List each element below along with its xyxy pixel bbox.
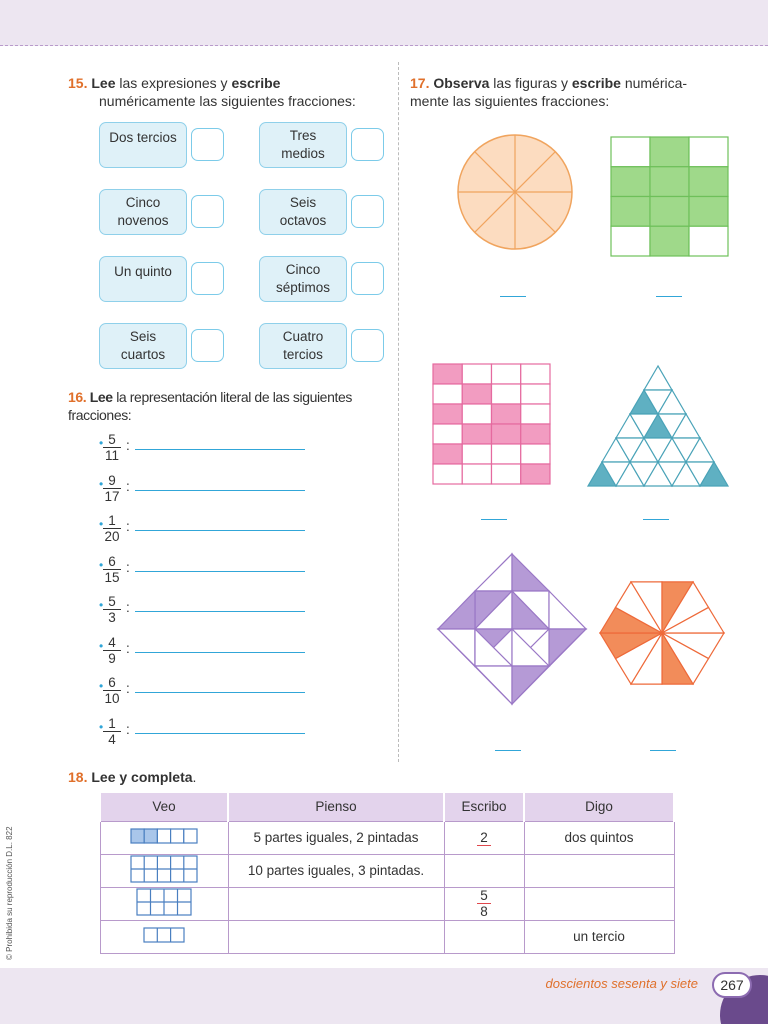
veo-bar-thirds	[100, 920, 228, 953]
grid-cell	[433, 424, 462, 444]
escribo-cell[interactable]: $\frac{5}{8}$	[444, 887, 524, 920]
grid-cell	[521, 464, 550, 484]
digo-cell[interactable]: un tercio	[524, 920, 674, 953]
header-escribo: Escribo	[444, 792, 524, 821]
numerator: 4	[103, 635, 121, 651]
fraction	[103, 675, 121, 706]
grid-cell	[521, 444, 550, 464]
copyright-note: © Prohibida su reproducción D.L. 822	[5, 826, 14, 960]
denominator: 9	[108, 651, 116, 666]
table-row	[100, 821, 674, 854]
fig2-answer-line[interactable]	[656, 296, 682, 297]
pienso-cell[interactable]	[228, 920, 444, 953]
ex15-item-8: Cuatro tercios	[259, 323, 347, 369]
colon: :	[126, 641, 130, 656]
grid-cell	[492, 364, 521, 384]
grid-cell	[462, 364, 491, 384]
answer-line[interactable]	[135, 530, 305, 531]
figure-circle-eighths	[456, 133, 574, 251]
ex16-fraction-item	[99, 554, 309, 584]
pienso-cell[interactable]	[228, 887, 444, 920]
answer-line[interactable]	[135, 692, 305, 693]
header-digo: Digo	[524, 792, 674, 821]
ex16-fraction-item	[99, 675, 309, 705]
ex18-table	[99, 791, 675, 954]
ex17-title: 17. Observa las figuras y escribe numérica- mente las siguientes fracciones:	[410, 75, 688, 109]
colon: :	[126, 438, 130, 453]
numerator: 6	[103, 554, 121, 570]
ex15-answer-box-6[interactable]	[351, 262, 384, 295]
grid-cell	[433, 464, 462, 484]
denominator: 4	[108, 732, 116, 747]
fraction	[103, 554, 121, 585]
colon: :	[126, 479, 130, 494]
fraction	[103, 716, 121, 747]
grid-cell	[492, 384, 521, 404]
denominator: 10	[104, 691, 120, 706]
grid-cell	[492, 444, 521, 464]
ex16-title: 16. Lee la representación literal de las siguientes fracciones:	[68, 389, 352, 423]
veo-grid-eighths	[100, 887, 228, 920]
bullet: •	[99, 517, 104, 531]
escribo-cell[interactable]	[444, 920, 524, 953]
grid-cell	[462, 384, 491, 404]
grid-cell	[433, 444, 462, 464]
bullet: •	[99, 679, 104, 693]
ex15-answer-box-8[interactable]	[351, 329, 384, 362]
veo-grid-tenths	[100, 854, 228, 887]
denominator: 15	[104, 570, 120, 585]
denominator: 11	[104, 448, 119, 463]
fig5-answer-line[interactable]	[495, 750, 521, 751]
grid-cell	[521, 364, 550, 384]
fraction	[103, 594, 121, 625]
veo-bar-fifths	[100, 821, 228, 854]
ex15-item-4: Seis octavos	[259, 189, 347, 235]
grid-cell	[433, 404, 462, 424]
numerator: 5	[103, 594, 121, 610]
denominator: 3	[108, 610, 116, 625]
ex15-item-1: Dos tercios	[99, 122, 187, 168]
digo-cell[interactable]	[524, 854, 674, 887]
figure-green-grid	[611, 137, 728, 256]
ex16-fraction-item	[99, 513, 309, 543]
ex15-item-6: Cinco séptimos	[259, 256, 347, 302]
grid-cell	[433, 384, 462, 404]
bullet: •	[99, 558, 104, 572]
grid-cell	[521, 424, 550, 444]
answer-line[interactable]	[135, 571, 305, 572]
fig3-answer-line[interactable]	[481, 519, 507, 520]
header-pienso: Pienso	[228, 792, 444, 821]
colon: :	[126, 722, 130, 737]
header-veo: Veo	[100, 792, 228, 821]
column-divider	[398, 62, 399, 762]
answer-line[interactable]	[135, 652, 305, 653]
page-number: 267	[712, 972, 752, 998]
grid-cell	[521, 384, 550, 404]
colon: :	[126, 600, 130, 615]
triangle-piece	[644, 366, 672, 390]
ex15-item-3: Cinco novenos	[99, 189, 187, 235]
bullet: •	[99, 598, 104, 612]
ex15-item-5: Un quinto	[99, 256, 187, 302]
ex15-answer-box-1[interactable]	[191, 128, 224, 161]
figure-triangle	[588, 366, 728, 486]
denominator: 17	[104, 489, 120, 504]
ex15-answer-box-5[interactable]	[191, 262, 224, 295]
escribo-cell[interactable]: 2	[444, 821, 524, 854]
fraction	[103, 473, 121, 504]
grid-cell	[492, 424, 521, 444]
numerator: 6	[103, 675, 121, 691]
numerator: 1	[103, 513, 121, 529]
grid-cell	[521, 404, 550, 424]
fraction	[103, 432, 121, 463]
ex15-answer-box-2[interactable]	[351, 128, 384, 161]
table-row	[100, 920, 674, 953]
denominator: 20	[104, 529, 120, 544]
fig1-answer-line[interactable]	[500, 296, 526, 297]
grid-cell	[462, 404, 491, 424]
ex15-answer-box-7[interactable]	[191, 329, 224, 362]
escribo-cell[interactable]	[444, 854, 524, 887]
bullet: •	[99, 720, 104, 734]
ex15-title: 15. Lee las expresiones y escribe numéricamente las siguientes fracciones:	[68, 75, 356, 109]
bullet: •	[99, 477, 104, 491]
ex15-answer-box-4[interactable]	[351, 195, 384, 228]
digo-cell[interactable]	[524, 887, 674, 920]
fraction	[103, 513, 121, 544]
answer-line[interactable]	[135, 611, 305, 612]
figure-hexagon	[597, 574, 727, 692]
pienso-cell[interactable]: 10 partes iguales, 3 pintadas.	[228, 854, 444, 887]
colon: :	[126, 560, 130, 575]
page-number-words: doscientos sesenta y siete	[545, 976, 698, 991]
ex15-item-2: Tres medios	[259, 122, 347, 168]
ex16-fraction-item	[99, 473, 309, 503]
answer-line[interactable]	[135, 733, 305, 734]
pienso-cell[interactable]: 5 partes iguales, 2 pintadas	[228, 821, 444, 854]
colon: :	[126, 681, 130, 696]
top-band	[0, 0, 768, 46]
grid-cell	[462, 464, 491, 484]
table-row	[100, 854, 674, 887]
ex16-fraction-item	[99, 432, 309, 462]
grid-cell	[492, 464, 521, 484]
digo-cell[interactable]: dos quintos	[524, 821, 674, 854]
ex16-fraction-item	[99, 716, 309, 746]
colon: :	[126, 519, 130, 534]
answer-line[interactable]	[135, 490, 305, 491]
grid-cell	[492, 404, 521, 424]
ex16-fraction-item	[99, 635, 309, 665]
fig6-answer-line[interactable]	[650, 750, 676, 751]
ex15-item-7: Seis cuartos	[99, 323, 187, 369]
grid-cell	[433, 364, 462, 384]
ex18-title: 18. Lee y completa.	[68, 769, 197, 785]
numerator: 1	[103, 716, 121, 732]
numerator: 9	[103, 473, 121, 489]
grid-cell	[462, 444, 491, 464]
bullet: •	[99, 436, 104, 450]
table-row	[100, 887, 674, 920]
fraction	[103, 635, 121, 666]
figure-pink-grid	[433, 364, 550, 484]
figure-purple-diamond	[438, 554, 586, 704]
grid-cell	[462, 424, 491, 444]
numerator: 5	[103, 432, 121, 448]
bullet: •	[99, 639, 104, 653]
ex16-fraction-item	[99, 594, 309, 624]
fig4-answer-line[interactable]	[643, 519, 669, 520]
ex15-answer-box-3[interactable]	[191, 195, 224, 228]
answer-line[interactable]	[135, 449, 305, 450]
